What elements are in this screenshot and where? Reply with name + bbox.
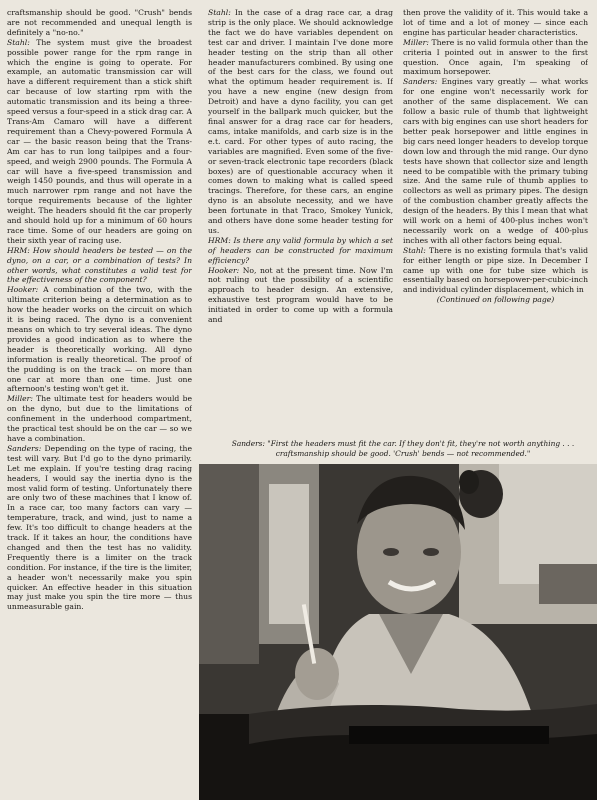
paragraph — [7, 444, 192, 612]
paragraph-text: Engines vary greatly — what works for one engine won't necessarily work for another of the same displacement. We can follow a basic rule of thumb that lightweight cars with big engines can use short headers for better peak horsepower and little engines in big cars need longer headers to develop torque down low and through the mid range. Our dyno tests have shown that collector size and length need to be compatible with the primary tubing size. And the same rule of thumb applies to collectors as well as primary pipes. The design of the combustion chamber greatly affects the design of the headers. By this I mean that what will work on a hemi of 400-plus inches won't necessarily work on a wedge of 400-plus inches with all other factors being equal. — [403, 77, 588, 245]
text-column-2 — [208, 8, 393, 443]
speaker-name: Miller: — [403, 37, 429, 47]
speaker-name: Stahl: — [208, 8, 231, 17]
portrait-photo-icon — [199, 464, 597, 800]
paragraph — [208, 8, 393, 236]
paragraph-text: No, not at the present time. Now I'm not ruling out the possibility of a scientific approach to header design. An extensive, exhaustive test program would have to be initiated in order to come up with a formula and — [208, 265, 393, 325]
paragraph-text: The system must give the broadest possible power range for the rpm range in which the engine is going to operate. For example, an automatic transmission car will have a different requirement than a stick shift car because of low starting rpm with the automatic transmission and its being a three-speed versus a four-speed in a stick drag car. A Trans-Am Camaro will have a different requirement than a Chevy-powered Formula A car — the basic reason being that the Trans-Am car has to run long tailpipes and a four-speed, and weigh 2900 pounds. The Formula A car will have a five-speed transmission and weigh 1450 pounds, and thus will operate in a much narrower rpm range and not have the torque requirements because of the lighter weight. The headers should fit the car properly and should hold up for a minimum of 60 hours race time. Some of our headers are going on their sixth year of racing use. — [7, 37, 192, 245]
speaker-name: HRM: — [7, 245, 30, 255]
paragraph-text: In the case of a drag race car, a drag strip is the only place. We should acknowledge the fact we do have variables dependent on test car and driver. I maintain I've done more header testing on the strip than all other header manufacturers combined. By using one of the best cars for the class, we found out what the optimum header requirement is. If you have a new engine (new design from Detroit) and have a dyno facility, you can get yourself in the ballpark much quicker, but the final answer for a drag race car for headers, cams, intake manifolds, and carb size is in the e.t. card. For other types of auto racing, the variables are magnified. Even some of the five- or seven-track electronic tape recorders (black boxes) are of questionable accuracy when it comes down to making what is called speed tracings. Therefore, for these cars, an engine dyno is an absolute necessity, and we have been fortunate in that Traco, Smokey Yunick, and others have done some header testing for us. — [208, 8, 393, 235]
speaker-name: Sanders: — [403, 77, 438, 87]
speaker-name: Stahl: — [7, 37, 30, 47]
question-paragraph — [7, 246, 192, 286]
paragraph — [403, 38, 588, 78]
paragraph — [403, 246, 588, 296]
paragraph — [7, 285, 192, 394]
speaker-name: Stahl: — [403, 245, 426, 255]
paragraph-text: There is no valid formula other than the criteria I pointed out in answer to the first question. Once again, I'm speaking of maximum horsepower. — [403, 37, 588, 77]
paragraph — [208, 266, 393, 325]
paragraph — [7, 8, 192, 38]
speaker-name: HRM: — [208, 235, 231, 245]
speaker-name: Miller: — [7, 394, 33, 404]
paragraph-text: Depending on the type of racing, the test will vary. But I'd go to the dyno primarily. Let me explain. If you're testing drag racing headers, I would say the inertia dyno is the most valid form of testing. Unfortunately there are only two of these machines that I know of. In a race car, too many factors can vary — temperature, track, and wind, just to name a few. It's too difficult to change headers at the track. If it takes an hour, the conditions have changed and then the test has no validity. Frequently there is a limiter on the track condition. For instance, if the tire is the limiter, a header won't necessarily make you spin quicker. An effective header in this situation may just make you spin the tire more — thus unmeasurable gain. — [7, 443, 192, 612]
photo-graphic — [199, 464, 597, 800]
speaker-name: Hooker: — [7, 285, 39, 295]
paragraph — [403, 8, 588, 38]
continued-note — [403, 295, 588, 305]
photo-caption: Sanders: "First the headers must fit the car. If they don't fit, they're not worth anything . . . craftsmanship should be good. 'Crush' bends — not recommended." — [231, 439, 575, 458]
paragraph — [7, 38, 192, 246]
question-text: Is there any valid formula by which a set of headers can be constructed for maximum efficiency? — [208, 235, 393, 265]
paragraph-text: The ultimate test for headers would be on the dyno, but due to the limitations of confinement in the underhood compartment, the practical test should be on the car — so we have a combination. — [7, 394, 192, 443]
question-text: How should headers be tested — on the dyno, on a car, or a combination of tests? In other words, what constitutes a valid test for the effectiveness of the component? — [7, 245, 192, 285]
paragraph — [7, 394, 192, 444]
text-column-1 — [7, 8, 192, 796]
continued-text: (Continued on following page) — [436, 295, 555, 305]
speaker-name: Hooker: — [208, 265, 240, 275]
text-column-3 — [403, 8, 588, 443]
paragraph-text: craftsmanship should be good. "Crush" bends are not recommended and unequal length is definitely a "no-no." — [7, 8, 192, 37]
paragraph-text: A combination of the two, with the ultimate criterion being a determination as to how the header works on the circuit on which it is being raced. The dyno is a convenient means on which to try several ideas. The dyno provides a good indication as to where the header is theoretically working. All dyno information is really theoretical. The proof of the pudding is on the track — on more than one car at more than one time. Just one afternoon's testing won't get it. — [7, 285, 192, 394]
speaker-name: Sanders: — [7, 443, 42, 453]
paragraph — [403, 77, 588, 245]
paragraph-text: then prove the validity of it. This would take a lot of time and a lot of money — since each engine has particular header characteristics. — [403, 8, 588, 37]
paragraph-text: There is no existing formula that's valid for either length or pipe size. In December I came up with one for tube size which is essentially based on horsepower-per-cubic-inch and individual cylinder displacement, which in — [403, 245, 588, 295]
question-paragraph — [208, 236, 393, 266]
